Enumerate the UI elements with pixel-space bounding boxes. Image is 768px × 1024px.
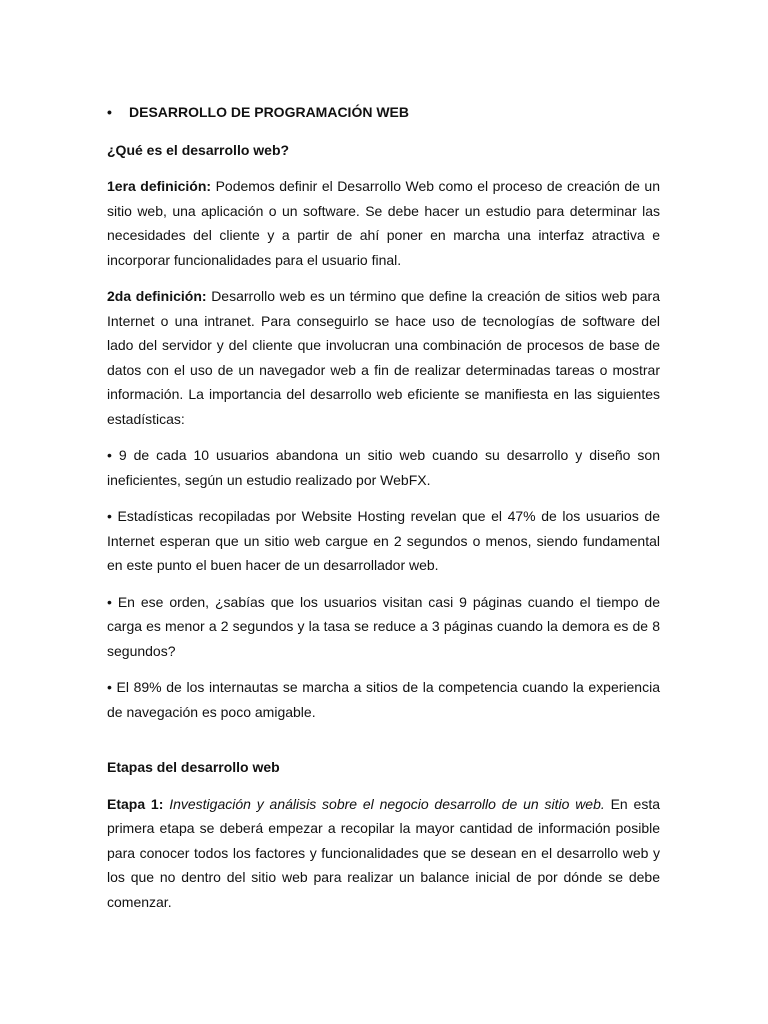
definition-1-text: Podemos definir el Desarrollo Web como el proceso de creación de un sitio web, una aplicación o un software. Se debe hacer un estudio para determinar las necesidades del cliente y a partir de ahí poner en marcha una interfaz atractiva e incorporar funcionalidades para el usuario final. [107,178,660,268]
stage-1-text: En esta primera etapa se deberá empezar a recopilar la mayor cantidad de información posible para conocer todos los factores y funcionalidades que se desean en el desarrollo web y los que no dentro del sitio web para realizar un balance inicial de por dónde se debe comenzar. [107,795,660,910]
stage-1-label: Etapa 1: [107,795,164,812]
bullet-glyph: • [107,104,112,120]
stage-1-paragraph [107,792,660,915]
stat-paragraph-1: • 9 de cada 10 usuarios abandona un sitio web cuando su desarrollo y diseño son ineficientes, según un estudio realizado por WebFX. [107,447,660,488]
document-body [107,100,660,914]
stat-paragraph-4: • El 89% de los internautas se marcha a sitios de la competencia cuando la experiencia de navegación es poco amigable. [107,679,660,720]
question-heading: ¿Qué es el desarrollo web? [107,141,290,158]
definition-2-text: Desarrollo web es un término que define la creación de sitios web para Internet o una intranet. Para conseguirlo se hace uso de tecnologías de software del lado del servidor y del cliente que involucran una combinación de procesos de base de datos con el uso de un navegador web a fin de realizar determinadas tareas o mostrar información. La importancia del desarrollo web eficiente se manifiesta en las siguientes estadísticas: [107,288,660,427]
definition-2-paragraph [107,284,660,431]
stage-1-title: Investigación y análisis sobre el negocio desarrollo de un sitio web. [163,795,605,812]
section-heading [107,100,660,125]
stat-paragraph-2: • Estadísticas recopiladas por Website Hosting revelan que el 47% de los usuarios de Internet esperan que un sitio web cargue en 2 segundos o menos, siendo fundamental en este punto el buen hacer de un desarrollador web. [107,508,660,573]
definition-1-paragraph [107,174,660,272]
stat-paragraph-3: • En ese orden, ¿sabías que los usuarios visitan casi 9 páginas cuando el tiempo de carga es menor a 2 segundos y la tasa se reduce a 3 páginas cuando la demora es de 8 segundos? [107,593,660,659]
section-heading-text: DESARROLLO DE PROGRAMACIÓN WEB [129,104,409,120]
definition-1-label: 1era definición: [107,178,212,194]
stages-heading: Etapas del desarrollo web [107,759,280,775]
definition-2-label: 2da definición: [107,288,207,304]
